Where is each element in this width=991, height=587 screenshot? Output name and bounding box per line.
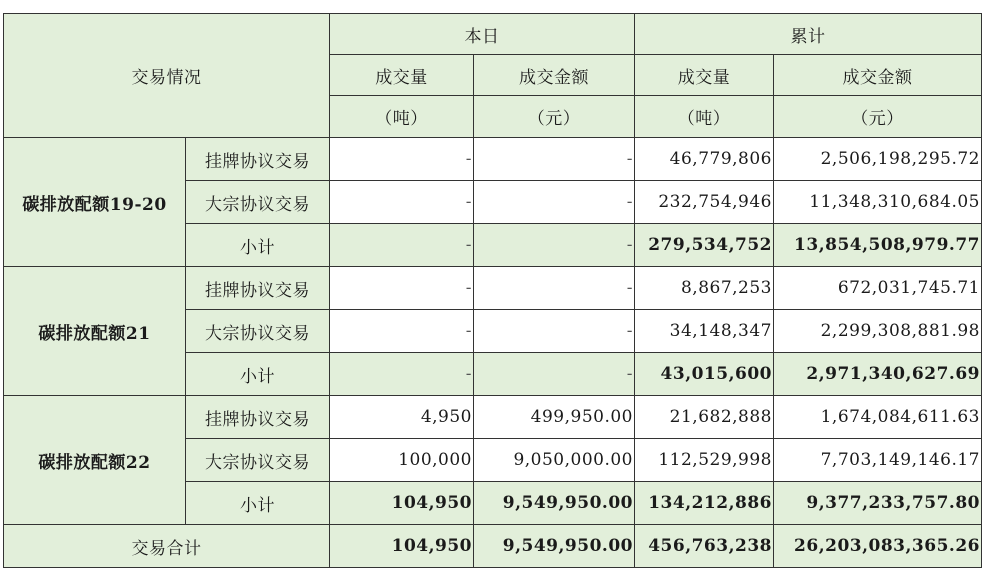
today-volume-cell: - [330, 310, 474, 353]
today-amount-cell: 499,950.00 [474, 396, 635, 439]
today-volume-cell: - [330, 138, 474, 181]
today-amount-cell: - [474, 181, 635, 224]
trade-type: 挂牌协议交易 [186, 267, 330, 310]
today-header: 本日 [330, 14, 635, 55]
cum-volume-cell: 279,534,752 [635, 224, 774, 267]
cum-volume-cell: 34,148,347 [635, 310, 774, 353]
total-label: 交易合计 [4, 525, 330, 568]
subtotal-label: 小计 [186, 353, 330, 396]
cum-amount-cell: 11,348,310,684.05 [774, 181, 982, 224]
cum-amount-header: 成交金额 [774, 55, 982, 96]
trade-type: 挂牌协议交易 [186, 396, 330, 439]
cum-volume-unit: （吨） [635, 96, 774, 138]
today-volume-cell: 100,000 [330, 439, 474, 482]
today-amount-unit: （元） [474, 96, 635, 138]
cum-volume-cell: 134,212,886 [635, 482, 774, 525]
today-volume-cell: - [330, 181, 474, 224]
group-name: 碳排放配额21 [4, 267, 186, 396]
today-amount-cell: - [474, 138, 635, 181]
today-volume-cell: 104,950 [330, 482, 474, 525]
total-today-volume: 104,950 [330, 525, 474, 568]
today-volume-cell: - [330, 224, 474, 267]
trading-summary-table [3, 13, 982, 568]
subtotal-label: 小计 [186, 224, 330, 267]
trade-type: 大宗协议交易 [186, 310, 330, 353]
cum-amount-cell: 7,703,149,146.17 [774, 439, 982, 482]
table-row [4, 396, 982, 439]
subtotal-label: 小计 [186, 482, 330, 525]
cum-amount-unit: （元） [774, 96, 982, 138]
today-volume-unit: （吨） [330, 96, 474, 138]
today-amount-cell: 9,050,000.00 [474, 439, 635, 482]
total-cum-amount: 26,203,083,365.26 [774, 525, 982, 568]
cum-volume-cell: 8,867,253 [635, 267, 774, 310]
today-volume-header: 成交量 [330, 55, 474, 96]
cum-amount-cell: 2,506,198,295.72 [774, 138, 982, 181]
today-amount-cell: - [474, 224, 635, 267]
cum-amount-cell: 2,299,308,881.98 [774, 310, 982, 353]
trade-info-header: 交易情况 [4, 14, 330, 138]
cum-volume-header: 成交量 [635, 55, 774, 96]
cum-volume-cell: 21,682,888 [635, 396, 774, 439]
today-volume-cell: - [330, 267, 474, 310]
today-amount-cell: 9,549,950.00 [474, 482, 635, 525]
cum-amount-cell: 672,031,745.71 [774, 267, 982, 310]
total-today-amount: 9,549,950.00 [474, 525, 635, 568]
cum-volume-cell: 43,015,600 [635, 353, 774, 396]
cum-amount-cell: 13,854,508,979.77 [774, 224, 982, 267]
today-amount-header: 成交金额 [474, 55, 635, 96]
total-cum-volume: 456,763,238 [635, 525, 774, 568]
cum-volume-cell: 232,754,946 [635, 181, 774, 224]
today-amount-cell: - [474, 267, 635, 310]
trade-type: 大宗协议交易 [186, 181, 330, 224]
trade-type: 大宗协议交易 [186, 439, 330, 482]
cum-volume-cell: 112,529,998 [635, 439, 774, 482]
group-name: 碳排放配额19-20 [4, 138, 186, 267]
trade-type: 挂牌协议交易 [186, 138, 330, 181]
today-amount-cell: - [474, 310, 635, 353]
cum-volume-cell: 46,779,806 [635, 138, 774, 181]
today-volume-cell: 4,950 [330, 396, 474, 439]
table-row [4, 267, 982, 310]
today-amount-cell: - [474, 353, 635, 396]
cum-amount-cell: 1,674,084,611.63 [774, 396, 982, 439]
total-row [4, 525, 982, 568]
cum-amount-cell: 2,971,340,627.69 [774, 353, 982, 396]
today-volume-cell: - [330, 353, 474, 396]
group-name: 碳排放配额22 [4, 396, 186, 525]
table-row [4, 138, 982, 181]
cumulative-header: 累计 [635, 14, 982, 55]
cum-amount-cell: 9,377,233,757.80 [774, 482, 982, 525]
